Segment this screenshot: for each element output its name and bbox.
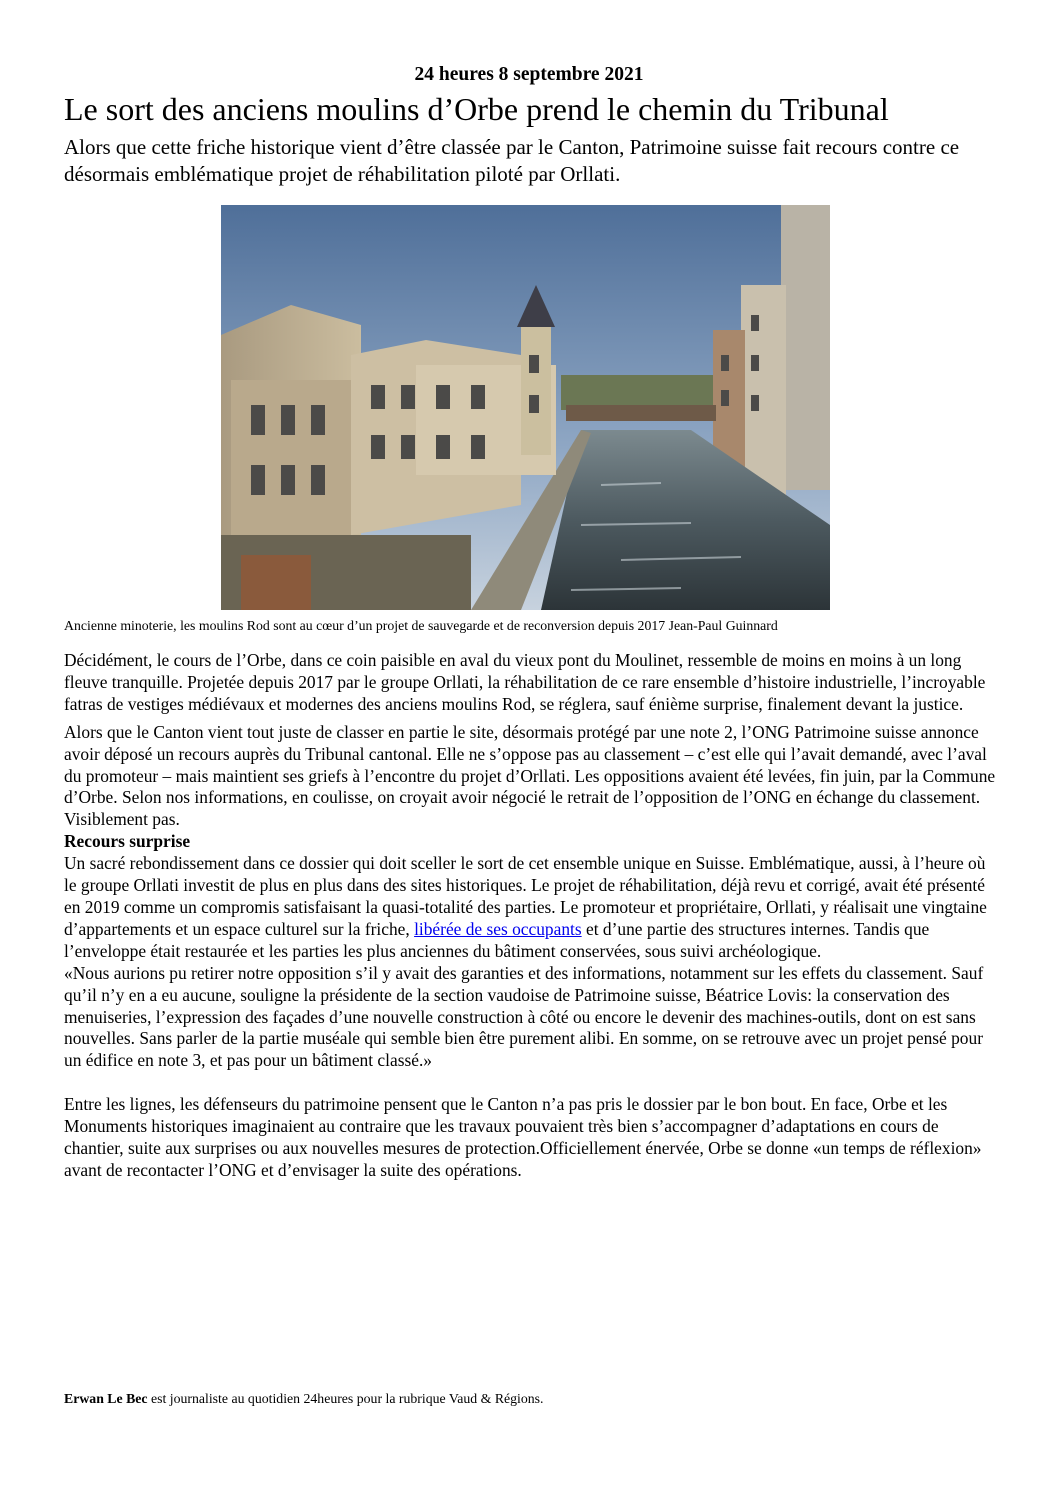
author-description: est journaliste au quotidien 24heures pour la rubrique Vaud & Régions.	[147, 1391, 544, 1406]
paragraph-2: Alors que le Canton vient tout juste de classer en partie le site, désormais protégé par une note 2, l’ONG Patrimoine suisse annonce avoir déposé un recours auprès du Tribunal cantonal. Elle ne s’oppose pas au classement – c’est elle qui l’avait demandé, avec l’aval du promoteur – mais maintient ses griefs à l’encontre du projet d’Orllati. Les oppositions avaient été levées, fin juin, par la Commune d’Orbe. Selon nos informations, en coulisse, on croyait avoir négocié le retrait de l’opposition de l’ONG en échange du classement. Visiblement pas.	[64, 721, 996, 830]
paragraph-spacer	[64, 1072, 996, 1094]
paragraph-4: «Nous aurions pu retirer notre opposition s’il y avait des garanties et des informations, notamment sur les effets du classement. Sauf qu’il n’y en a eu aucune, souligne la présidente de la section vaudoise de Patrimoine suisse, Béatrice Lovis: la conservation des menuiseries, l’expression des façades d’une nouvelle construction à côté ou encore le devenir des machines-outils, dont on est sans nouvelles. Sans parler de la partie muséale qui semble bien être purement alibi. En somme, on se retrouve avec un projet pensé pour un édifice en note 3, et pas pour un bâtiment classé.»	[64, 962, 984, 1071]
paragraph-3-after: et d’une partie des structures internes. Tandis que l’enveloppe était restaurée et les parties les plus anciennes du bâtiment conservées, sous suivi archéologique.	[64, 918, 930, 961]
headline: Le sort des anciens moulins d’Orbe prend le chemin du Tribunal	[64, 91, 889, 127]
article-body	[64, 650, 996, 1182]
paragraph-3-before: Un sacré rebondissement dans ce dossier qui doit sceller le sort de cet ensemble unique en Suisse. Emblématique, aussi, à l’heure où le groupe Orllati investit de plus en plus dans des sites historiques. Le projet de réhabilitation, déjà revu et corrigé, avait été présenté en 2019 comme un compromis satisfaisant la quasi-totalité des parties. Le promoteur et propriétaire, Orllati, y réalisait une vingtaine d’appartements et un espace culturel sur la friche,	[64, 853, 987, 939]
subheading: Recours surprise	[64, 831, 191, 852]
dateline: 24 heures 8 septembre 2021	[414, 64, 644, 85]
paragraph-1: Décidément, le cours de l’Orbe, dans ce coin paisible en aval du vieux pont du Moulinet, ressemble de moins en moins à un long fleuve tranquille. Projetée depuis 2017 par le groupe Orllati, la réhabilitation de ce rare ensemble d’histoire industrielle, l’incroyable fatras de vestiges médiévaux et modernes des anciens moulins Rod, se réglera, sauf énième surprise, finalement devant la justice.	[64, 650, 986, 714]
paragraph-3	[64, 853, 996, 963]
photo-caption: Ancienne minoterie, les moulins Rod sont au cœur d’un projet de sauvegarde et de reconversion depuis 2017 Jean-Paul Guinnard	[64, 618, 778, 633]
occupants-link[interactable]: libérée de ses occupants	[414, 918, 582, 939]
article-photo	[221, 205, 830, 610]
author-name: Erwan Le Bec	[64, 1391, 148, 1406]
paragraph-5: Entre les lignes, les défenseurs du patrimoine pensent que le Canton n’a pas pris le dossier par le bon bout. En face, Orbe et les Monuments historiques imaginaient au contraire que les travaux pouvaient très bien s’accompagner d’adaptations en cours de chantier, suite aux surprises ou aux nouvelles mesures de protection.Officiellement énervée, Orbe se donne «un temps de réflexion» avant de recontacter l’ONG et d’envisager la suite des opérations.	[64, 1094, 982, 1180]
author-note	[64, 1391, 544, 1407]
standfirst: Alors que cette friche historique vient d’être classée par le Canton, Patrimoine suisse fait recours contre ce désormais emblématique projet de réhabilitation piloté par Orllati.	[64, 135, 960, 186]
